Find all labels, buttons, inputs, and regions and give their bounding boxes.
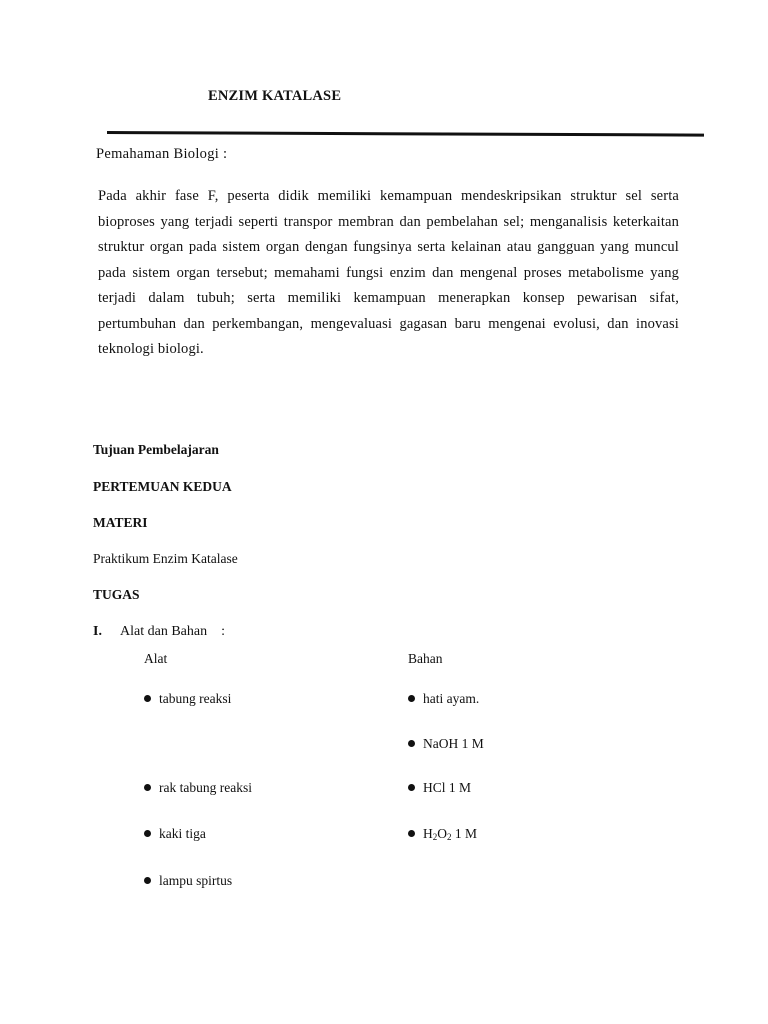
bullet-icon — [408, 695, 415, 702]
tugas-heading: TUGAS — [93, 587, 140, 602]
bullet-icon — [144, 695, 151, 702]
pertemuan-heading: PERTEMUAN KEDUA — [93, 479, 232, 494]
bullet-icon — [408, 830, 415, 837]
tujuan-heading: Tujuan Pembelajaran — [93, 442, 219, 457]
bullet-icon — [144, 877, 151, 884]
alat-list-item: kaki tiga — [144, 826, 206, 842]
alat-list-item: rak tabung reaksi — [144, 780, 252, 796]
bullet-icon — [144, 784, 151, 791]
alat-column-header: Alat — [144, 651, 168, 666]
materi-heading: MATERI — [93, 515, 148, 530]
document-title: ENZIM KATALASE — [208, 88, 342, 104]
learning-outcome-paragraph: Pada akhir fase F, peserta didik memiliki kemampuan mendeskripsikan struktur sel serta bioproses yang terjadi seperti transpor membran dan pembelahan sel; menganalisis keterkaitan struktur organ pada sistem organ dengan fungsinya serta kelainan atau gangguan yang muncul pada sistem organ tersebut; memahami fungsi enzim dan mengenal proses metabolisme yang terjadi dalam tubuh; serta memiliki kemampuan menerapkan konsep pewarisan sifat, pertumbuhan dan perkembangan, mengevaluasi gagasan baru mengenai evolusi, dan inovasi teknologi biologi. — [98, 188, 679, 357]
section-subheading: Pemahaman Biologi : — [96, 146, 228, 162]
bullet-icon — [408, 784, 415, 791]
alat-list-item: tabung reaksi — [144, 691, 231, 707]
section-label: Alat dan Bahan : — [120, 624, 225, 639]
section-number: I. — [93, 624, 102, 639]
h2o2-formula: $H_2O_2$ 1 M — [423, 826, 478, 842]
bullet-icon — [408, 740, 415, 747]
bahan-list-item: hati ayam. — [408, 691, 479, 707]
bahan-list-item — [408, 826, 477, 842]
bahan-list-item: HCl 1 M — [408, 780, 471, 796]
bahan-column-header: Bahan — [408, 651, 443, 666]
alat-list-item: lampu spirtus — [144, 873, 232, 889]
materi-value: Praktikum Enzim Katalase — [93, 551, 238, 566]
title-divider — [107, 131, 704, 137]
bullet-icon — [144, 830, 151, 837]
bahan-list-item: NaOH 1 M — [408, 736, 484, 752]
